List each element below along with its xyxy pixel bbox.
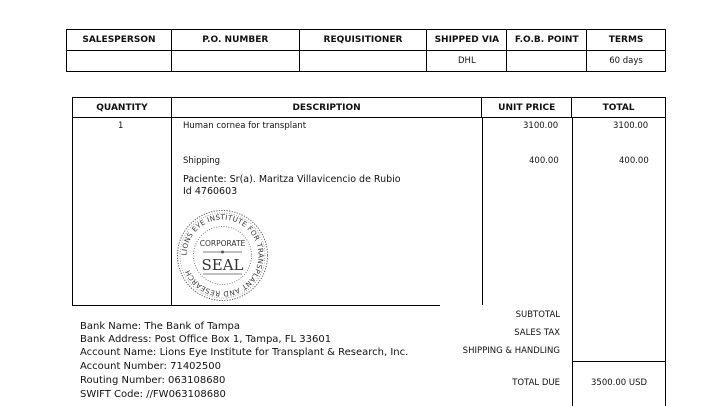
patient-id-line: Id 4760603: [183, 186, 238, 197]
shipped-via-value: DHL: [427, 51, 507, 72]
items-col-divider-2: [482, 117, 483, 305]
routing-number: Routing Number: 063108680: [80, 375, 226, 386]
account-name: Account Name: Lions Eye Institute for Transplant & Research, Inc.: [80, 347, 409, 358]
items-right-border: [665, 117, 666, 406]
header-fob-point: F.O.B. POINT: [507, 30, 587, 51]
seal-ring-text: LIONS EYE INSTITUTE FOR TRANSPLANT AND RESEARCH: [180, 213, 265, 298]
header-shipped-via: SHIPPED VIA: [427, 30, 507, 51]
requisitioner-value: [299, 51, 427, 72]
swift-code: SWIFT Code: //FW063108680: [80, 389, 226, 400]
item1-quantity: 1: [118, 121, 124, 131]
seal-word: SEAL: [201, 256, 244, 274]
patient-line: Paciente: Sr(a). Maritza Villavicencio de Rubio: [183, 174, 401, 185]
item1-total: 3100.00: [613, 121, 649, 131]
sales-tax-label: SALES TAX: [514, 328, 560, 338]
salesperson-value: [67, 51, 172, 72]
bank-address: Bank Address: Post Office Box 1, Tampa, FL 33601: [80, 334, 332, 345]
header-po-number: P.O. NUMBER: [171, 30, 299, 51]
items-col-divider-3: [572, 117, 573, 406]
shipping-handling-label: SHIPPING & HANDLING: [462, 346, 560, 356]
shipping-info-table: [66, 29, 666, 72]
account-number: Account Number: 71402500: [80, 361, 221, 372]
fob-point-value: [507, 51, 587, 72]
seal-corporate-text: CORPORATE: [199, 239, 246, 248]
header-salesperson: SALESPERSON: [67, 30, 172, 51]
item2-unit-price: 400.00: [529, 156, 559, 166]
corporate-seal-stamp: [175, 208, 270, 303]
item1-unit-price: 3100.00: [523, 121, 559, 131]
item2-description: Shipping: [183, 156, 221, 166]
header-description: DESCRIPTION: [171, 98, 481, 118]
subtotal-label: SUBTOTAL: [515, 310, 560, 320]
bank-name: Bank Name: The Bank of Tampa: [80, 321, 241, 332]
totals-divider: [572, 361, 666, 362]
total-due-value: 3500.00 USD: [591, 378, 648, 388]
header-terms: TERMS: [587, 30, 666, 51]
item1-description: Human cornea for transplant: [183, 121, 307, 131]
items-left-border: [72, 117, 73, 305]
items-table: [72, 97, 666, 118]
total-due-label: TOTAL DUE: [512, 378, 560, 388]
header-quantity: QUANTITY: [73, 98, 172, 118]
items-bottom-border: [72, 305, 440, 306]
header-unit-price: UNIT PRICE: [482, 98, 572, 118]
header-total: TOTAL: [572, 98, 666, 118]
header-requisitioner: REQUISITIONER: [299, 30, 427, 51]
item2-total: 400.00: [619, 156, 649, 166]
items-col-divider-1: [171, 117, 172, 305]
terms-value: 60 days: [587, 51, 666, 72]
po-number-value: [171, 51, 299, 72]
